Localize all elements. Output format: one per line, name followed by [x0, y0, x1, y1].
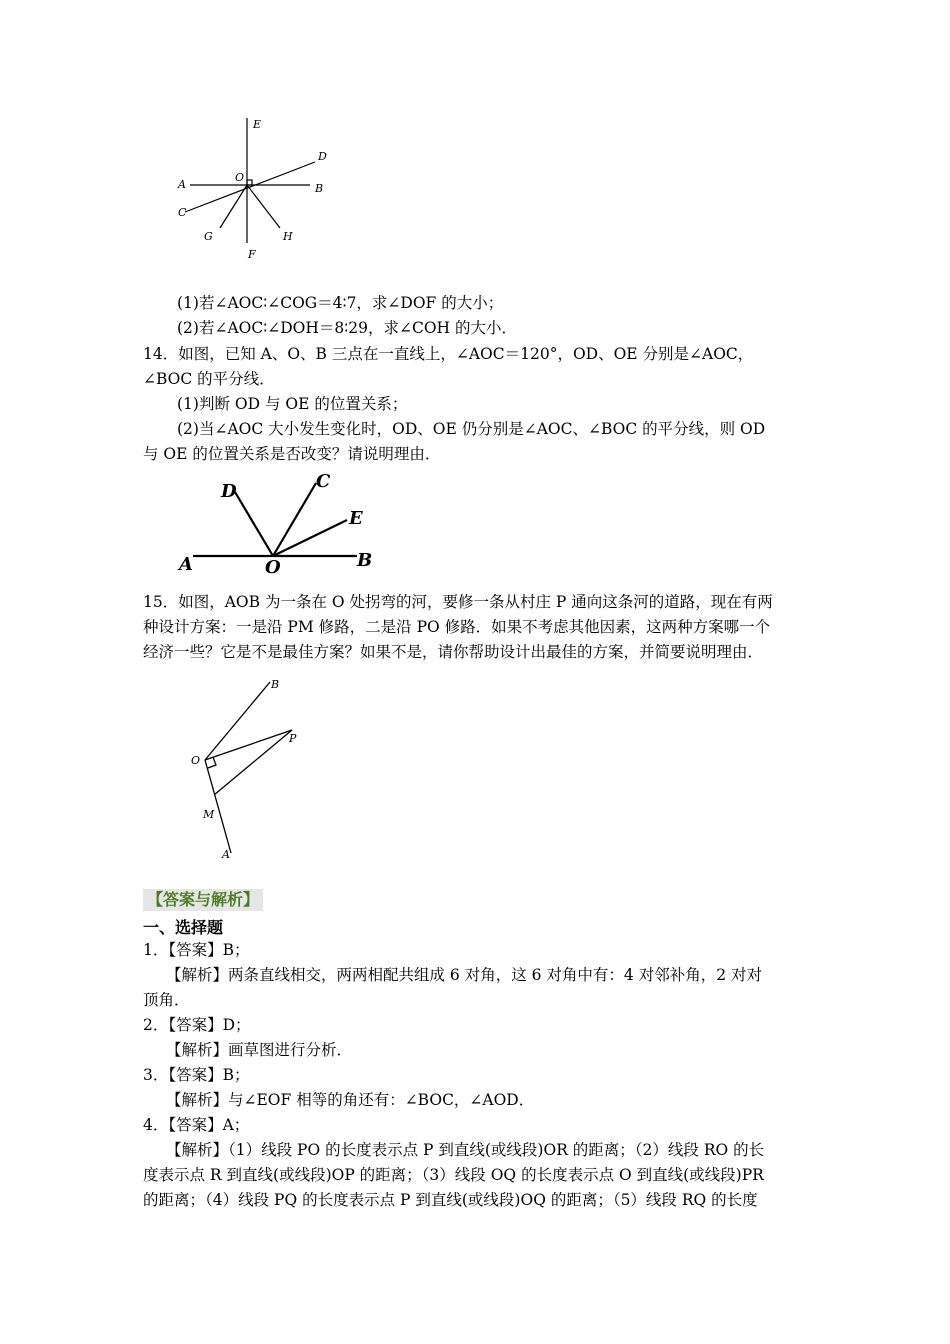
figure-bisectors — [175, 470, 375, 575]
q13-part1: (1)若∠AOC∶∠COG＝4∶7，求∠DOF 的大小； — [177, 294, 504, 312]
figure-river — [185, 668, 315, 868]
label-A: A — [179, 554, 193, 575]
q14-line2: ∠BOC 的平分线． — [143, 370, 275, 388]
label-F: F — [248, 248, 256, 261]
label-M: M — [203, 808, 215, 821]
label-B: B — [357, 550, 373, 571]
label-D: D — [221, 481, 237, 502]
label-O: O — [235, 171, 245, 184]
q15-line2: 种设计方案：一是沿 PM 修路，二是沿 PO 修路．如果不考虑其他因素，这两种方案哪一个 — [143, 618, 771, 636]
answer-4: 4．【答案】A； — [143, 1116, 250, 1134]
answer-1: 1．【答案】B； — [143, 941, 250, 959]
label-C: C — [178, 206, 187, 219]
q14-line1: 14．如图，已知 A、O、B 三点在一直线上，∠AOC＝120°，OD、OE 分别是∠AOC， — [143, 345, 754, 363]
q14-part1: (1)判断 OD 与 OE 的位置关系； — [177, 395, 408, 413]
label-A: A — [178, 178, 186, 191]
label-B: B — [315, 182, 324, 195]
label-D: D — [318, 150, 327, 163]
line-CD — [185, 162, 315, 212]
section-choice-title: 一、选择题 — [143, 918, 224, 937]
label-C: C — [316, 471, 331, 492]
q15-line3: 经济一些？它是不是最佳方案？如果不是，请你帮助设计出最佳的方案，并简要说明理由． — [143, 643, 764, 661]
ray-OG — [220, 185, 247, 228]
figure-angles-star-svg — [170, 110, 340, 270]
q13-part2: (2)若∠AOC∶∠DOH＝8∶29，求∠COH 的大小． — [177, 319, 517, 337]
answer-1-explanation-line2: 顶角． — [143, 991, 190, 1009]
q15-line1: 15．如图，AOB 为一条在 O 处拐弯的河，要修一条从村庄 P 通向这条河的道路，现在有两 — [143, 593, 773, 611]
label-O: O — [265, 557, 281, 575]
answer-3: 3．【答案】B； — [143, 1066, 250, 1084]
label-A: A — [222, 848, 230, 861]
label-E: E — [349, 508, 363, 529]
q14-part2a: (2)当∠AOC 大小发生变化时，OD、OE 仍分别是∠AOC、∠BOC 的平分线，则 OD — [177, 420, 766, 438]
answer-4-explanation-line2: 度表示点 R 到直线(或线段)OP 的距离；（3）线段 OQ 的长度表示点 O 到直线(或线段)PR — [143, 1166, 764, 1184]
road-PM — [214, 730, 292, 795]
right-angle-mark — [247, 180, 252, 185]
answer-1-explanation-line1: 【解析】两条直线相交，两两相配共组成 6 对角，这 6 对角中有：4 对邻补角，2 对对 — [166, 966, 763, 984]
answer-4-explanation-line1: 【解析】（1）线段 PO 的长度表示点 P 到直线(或线段)OR 的距离；（2）线段 RO 的长 — [166, 1141, 765, 1159]
label-H: H — [283, 230, 293, 243]
figure-bisectors-svg — [175, 470, 375, 575]
answer-2-explanation: 【解析】画草图进行分析． — [166, 1041, 353, 1059]
q14-part2b: 与 OE 的位置关系是否改变？请说明理由． — [143, 445, 441, 463]
ray-OH — [247, 185, 280, 228]
figure-angles-star — [170, 110, 340, 270]
answer-2: 2．【答案】D； — [143, 1016, 251, 1034]
ray-OD — [235, 492, 273, 556]
label-P: P — [289, 732, 297, 745]
figure-river-svg — [185, 668, 315, 868]
label-E: E — [253, 118, 262, 131]
label-O: O — [191, 754, 201, 767]
answers-heading: 【答案与解析】 — [143, 889, 263, 911]
answer-4-explanation-line3: 的距离；（4）线段 PQ 的长度表示点 P 到直线(或线段)OQ 的距离；（5）线段 RQ 的长度 — [143, 1191, 758, 1209]
river-OA — [205, 760, 231, 853]
answer-3-explanation: 【解析】与∠EOF 相等的角还有：∠BOC，∠AOD． — [166, 1091, 535, 1109]
label-B: B — [271, 678, 280, 691]
label-G: G — [204, 230, 213, 243]
